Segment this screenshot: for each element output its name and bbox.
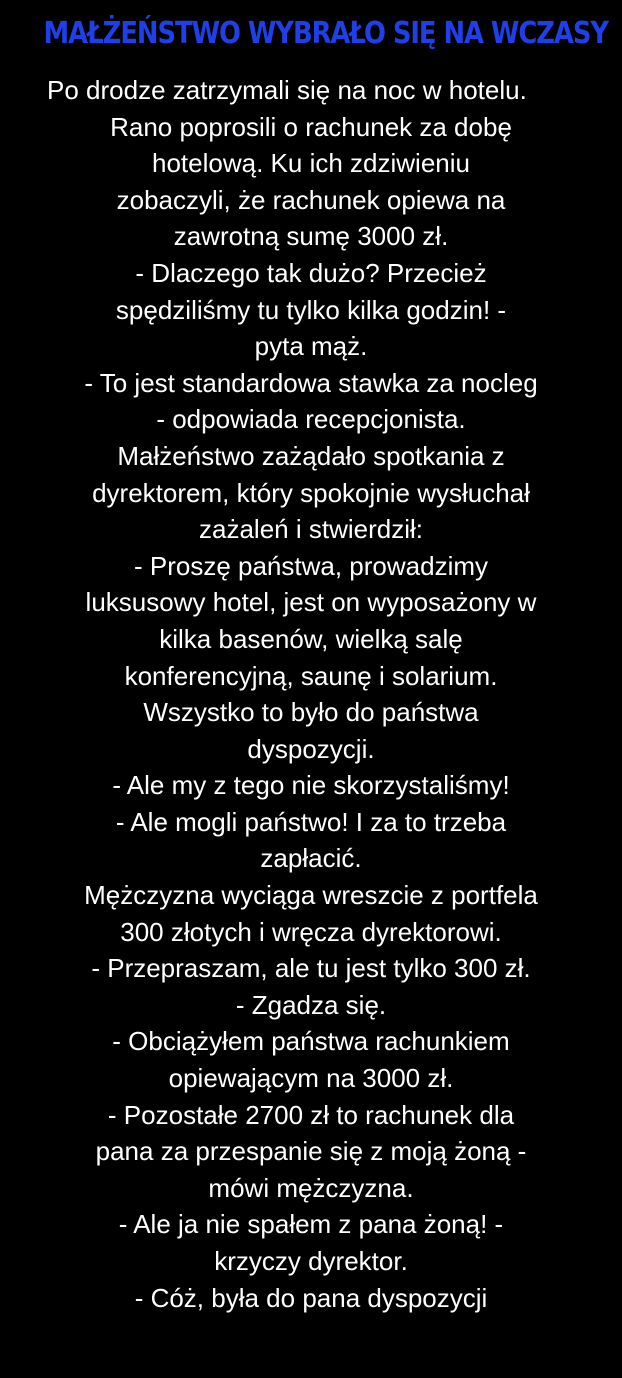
story-line: - Cóż, była do pana dyspozycji: [134, 1282, 488, 1313]
story-line: konferencyjną, saunę i solarium.: [124, 660, 498, 691]
story-line: spędziliśmy tu tylko kilka godzin! -: [115, 294, 507, 325]
story-line: hotelową. Ku ich zdziwieniu: [152, 148, 470, 179]
story-line: dyrektorem, który spokojnie wysłuchał: [92, 477, 530, 508]
story-line: - Obciążyłem państwa rachunkiem: [112, 1026, 510, 1057]
story-line: Małżeństwo zażądało spotkania z: [117, 440, 505, 471]
story-line: - Ale ja nie spałem z pana żoną! -: [118, 1209, 504, 1240]
story-line: opiewającym na 3000 zł.: [168, 1063, 454, 1094]
story-line: zażaleń i stwierdził:: [199, 514, 423, 545]
story-line: Rano poprosili o rachunek za dobę: [110, 111, 512, 142]
story-line: - Ale mogli państwo! I za to trzeba: [115, 806, 507, 837]
story-line: Po drodze zatrzymali się na noc w hotelu.: [47, 75, 527, 105]
story-line: - Proszę państwa, prowadzimy: [133, 550, 489, 581]
story-line: - Przepraszam, ale tu jest tylko 300 zł.: [91, 953, 531, 984]
story-line: - odpowiada recepcjonista.: [156, 404, 466, 435]
story-line: - Zgadza się.: [235, 989, 387, 1020]
story-text: [0, 72, 622, 1316]
story-line: pana za przespanie się z moją żoną -: [95, 1136, 527, 1167]
story-line: kilka basenów, wielką salę: [159, 623, 463, 654]
story-line: - Pozostałe 2700 zł to rachunek dla: [107, 1099, 515, 1130]
story-line: - To jest standardowa stawka za nocleg: [84, 367, 538, 398]
story-line: Wszystko to było do państwa: [143, 697, 479, 728]
story-line: zobaczyli, że rachunek opiewa na: [116, 184, 506, 215]
story-line: pyta mąż.: [254, 331, 368, 362]
story-line: luksusowy hotel, jest on wyposażony w: [85, 587, 537, 618]
story-line: zapłacić.: [260, 843, 362, 874]
story-line: krzyczy dyrektor.: [214, 1246, 408, 1276]
story-line: zawrotną sumę 3000 zł.: [173, 221, 449, 252]
story-line: 300 złotych i wręcza dyrektorowi.: [120, 916, 502, 947]
story-line: dyspozycji.: [247, 733, 375, 764]
story-line: - Ale my z tego nie skorzystaliśmy!: [112, 770, 510, 801]
story-line: mówi mężczyzna.: [208, 1172, 414, 1203]
story-line: - Dlaczego tak dużo? Przecież: [135, 257, 487, 288]
story-line: Mężczyzna wyciąga wreszcie z portfela: [84, 880, 538, 911]
page-title: MAŁŻEŃSTWO WYBRAŁO SIĘ NA WCZASY: [43, 16, 609, 51]
